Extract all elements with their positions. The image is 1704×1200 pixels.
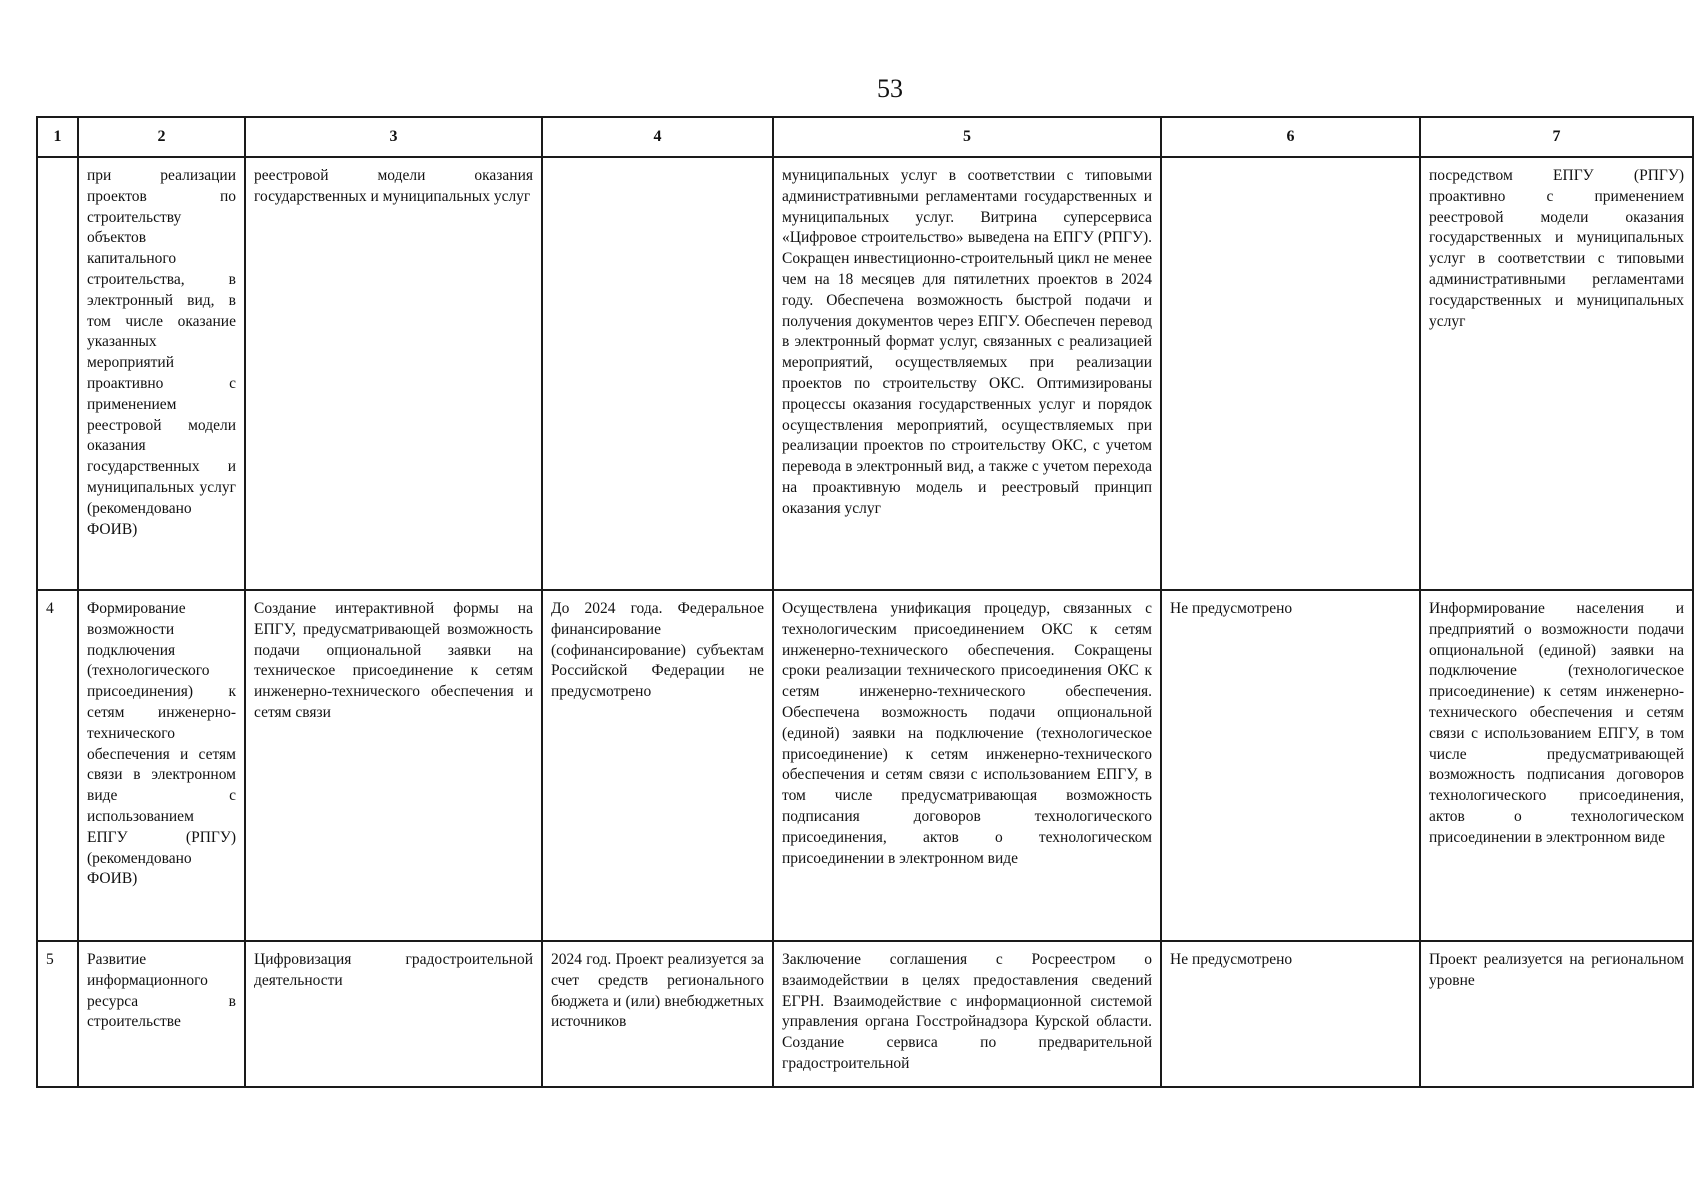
table-row — [37, 941, 1693, 1087]
column-6-cell — [1161, 157, 1420, 590]
result-cell: муниципальных услуг в соответствии с типовыми административными регламентами государственных и муниципальных услуг. Витрина суперсервиса «Цифровое строительство» выведена на ЕПГУ (РПГУ). Сокращен инвестиционно-строительный цикл не менее чем на 18 месяцев для пятилетних проектов в 2024 году. Обеспечена возможность быстрой подачи и получения документов через ЕПГУ. Обеспечен перевод в электронный формат услуг, связанных с реализацией мероприятий, осуществляемых при реализации проектов по строительству ОКС. Оптимизированы процессы оказания государственных услуг и порядок осуществления мероприятий, осуществляемых при реализации проектов по строительству ОКС, с учетом перевода в электронный вид, а также с учетом перехода на проактивную модель и реестровый принцип оказания услуг — [773, 157, 1161, 590]
column-6-cell: Не предусмотрено — [1161, 941, 1420, 1087]
column-7-cell: Проект реализуется на региональном уровне — [1420, 941, 1693, 1087]
measure-name-cell: Формирование возможности подключения (технологического присоединения) к сетям инженерно-технического обеспечения и сетям связи в электронном виде с использованием ЕПГУ (РПГУ) (рекомендовано ФОИВ) — [78, 590, 245, 941]
description-cell: Цифровизация градостроительной деятельности — [245, 941, 542, 1087]
row-number-cell: 4 — [37, 590, 78, 941]
column-header: 1 — [37, 117, 78, 157]
row-number-cell — [37, 157, 78, 590]
column-header: 3 — [245, 117, 542, 157]
column-7-cell: посредством ЕПГУ (РПГУ) проактивно с применением реестровой модели оказания государственных и муниципальных услуг в соответствии с типовыми административными регламентами государственных и муниципальных услуг — [1420, 157, 1693, 590]
description-cell: реестровой модели оказания государственных и муниципальных услуг — [245, 157, 542, 590]
measures-table — [36, 116, 1694, 1088]
column-6-cell: Не предусмотрено — [1161, 590, 1420, 941]
table-header-row — [37, 117, 1693, 157]
column-header: 2 — [78, 117, 245, 157]
measure-name-cell: при реализации проектов по строительству объектов капитального строительства, в электронный вид, в том числе оказание указанных мероприятий проактивно с применением реестровой модели оказания государственных и муниципальных услуг (рекомендовано ФОИВ) — [78, 157, 245, 590]
column-header: 6 — [1161, 117, 1420, 157]
deadline-funding-cell: 2024 год. Проект реализуется за счет средств регионального бюджета и (или) внебюджетных источников — [542, 941, 773, 1087]
deadline-funding-cell: До 2024 года. Федеральное финансирование (софинансирование) субъектам Российской Федерации не предусмотрено — [542, 590, 773, 941]
table-row — [37, 590, 1693, 941]
result-cell: Осуществлена унификация процедур, связанных с технологическим присоединением ОКС к сетям инженерно-технического обеспечения. Сокращены сроки реализации технического присоединения ОКС к сетям инженерно-технического обеспечения. Обеспечена возможность подачи опциональной (единой) заявки на подключение (технологическое присоединение) к сетям инженерно-технического обеспечения и сетям связи с использованием ЕПГУ, в том числе предусматривающая возможность подписания договоров технологического присоединения, актов о технологическом присоединении в электронном виде — [773, 590, 1161, 941]
table-row — [37, 157, 1693, 590]
column-7-cell: Информирование населения и предприятий о возможности подачи опциональной (единой) заявки на подключение (технологическое присоединение) к сетям инженерно-технического обеспечения и сетям связи с использованием ЕПГУ, в том числе предусматривающей возможность подписания договоров технологического присоединения, актов о технологическом присоединении в электронном виде — [1420, 590, 1693, 941]
result-cell: Заключение соглашения с Росреестром о взаимодействии в целях предоставления сведений ЕГРН. Взаимодействие с информационной системой управления органа Госстройнадзора Курской области. Создание сервиса по предварительной градостроительной — [773, 941, 1161, 1087]
deadline-funding-cell — [542, 157, 773, 590]
measure-name-cell: Развитие информационного ресурса в строительстве — [78, 941, 245, 1087]
column-header: 4 — [542, 117, 773, 157]
page-number: 53 — [877, 74, 903, 103]
description-cell: Создание интерактивной формы на ЕПГУ, предусматривающей возможность подачи опциональной заявки на техническое присоединение к сетям инженерно-технического обеспечения и сетям связи — [245, 590, 542, 941]
column-header: 5 — [773, 117, 1161, 157]
column-header: 7 — [1420, 117, 1693, 157]
row-number-cell: 5 — [37, 941, 78, 1087]
